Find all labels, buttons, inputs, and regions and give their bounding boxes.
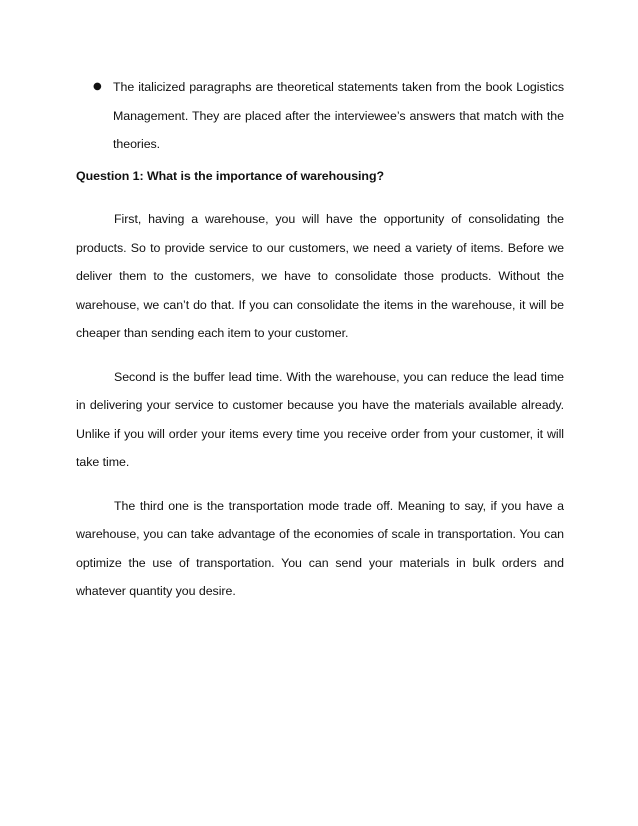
bullet-item <box>76 73 564 159</box>
question-heading: Question 1: What is the importance of warehousing? <box>76 168 384 183</box>
paragraph-transportation-tradeoff: The third one is the transportation mode trade off. Meaning to say, if you have a warehouse, you can take advantage of the economies of scale in transportation. You can optimize the use of transportation. You can send your materials in bulk orders and whatever quantity you desire. <box>76 498 564 598</box>
bullet-list <box>76 73 564 159</box>
paragraph-consolidation: First, having a warehouse, you will have the opportunity of consolidating the products. So to provide service to our customers, we need a variety of items. Before we deliver them to the customers, we have to consolidate those products. Without the warehouse, we can’t do that. If you can consolidate the items in the warehouse, it will be cheaper than sending each item to your customer. <box>76 212 564 340</box>
paragraph-buffer-lead-time: Second is the buffer lead time. With the warehouse, you can reduce the lead time in delivering your service to customer because you have the materials available already. Unlike if you will order your items every time you receive order from your customer, it will take time. <box>76 369 564 469</box>
bullet-icon: ● <box>93 81 102 92</box>
bullet-text: The italicized paragraphs are theoretical statements taken from the book Logistics Management. They are placed after the interviewee’s answers that match with the theories. <box>113 80 564 151</box>
page-content <box>76 73 564 606</box>
